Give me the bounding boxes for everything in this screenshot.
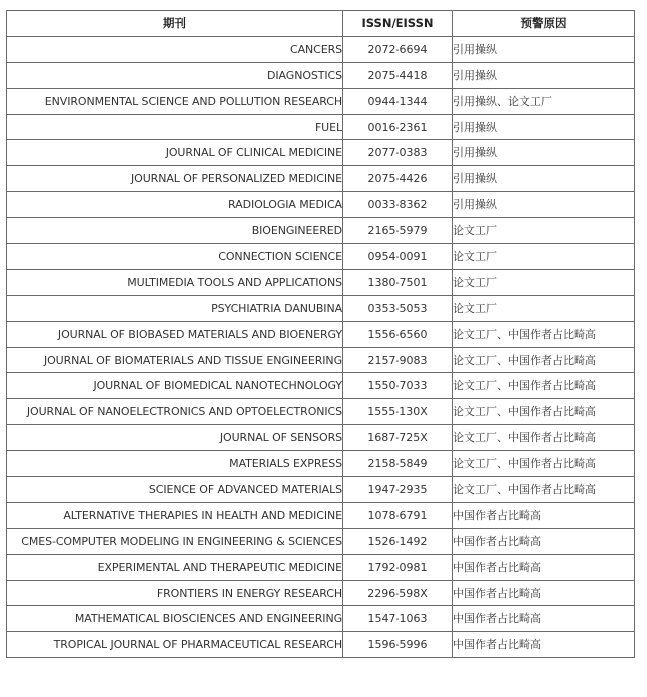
issn-cell: 2157-9083 <box>343 347 453 373</box>
warning-reason-cell: 引用操纵 <box>453 62 635 88</box>
journal-name-cell: EXPERIMENTAL AND THERAPEUTIC MEDICINE <box>7 554 343 580</box>
table-row <box>7 140 635 166</box>
issn-cell: 2165-5979 <box>343 218 453 244</box>
warning-reason-cell: 引用操纵 <box>453 140 635 166</box>
table-row <box>7 528 635 554</box>
journal-name-cell: BIOENGINEERED <box>7 218 343 244</box>
warning-reason-cell: 中国作者占比畸高 <box>453 502 635 528</box>
issn-cell: 2075-4418 <box>343 62 453 88</box>
warning-reason-cell: 论文工厂 <box>453 295 635 321</box>
table-row <box>7 192 635 218</box>
journal-name-cell: PSYCHIATRIA DANUBINA <box>7 295 343 321</box>
table-row <box>7 321 635 347</box>
warning-reason-cell: 引用操纵、论文工厂 <box>453 88 635 114</box>
journal-name-cell: JOURNAL OF BIOMEDICAL NANOTECHNOLOGY <box>7 373 343 399</box>
journal-name-cell: TROPICAL JOURNAL OF PHARMACEUTICAL RESEARCH <box>7 632 343 658</box>
table-header <box>7 11 635 37</box>
table-row <box>7 425 635 451</box>
journal-warning-table <box>6 10 635 658</box>
journal-name-cell: CMES-COMPUTER MODELING IN ENGINEERING & SCIENCES <box>7 528 343 554</box>
journal-name-cell: JOURNAL OF BIOBASED MATERIALS AND BIOENERGY <box>7 321 343 347</box>
table-row <box>7 399 635 425</box>
issn-cell: 1078-6791 <box>343 502 453 528</box>
warning-reason-cell: 引用操纵 <box>453 166 635 192</box>
journal-name-cell: ALTERNATIVE THERAPIES IN HEALTH AND MEDICINE <box>7 502 343 528</box>
issn-cell: 1526-1492 <box>343 528 453 554</box>
warning-reason-cell: 论文工厂、中国作者占比畸高 <box>453 373 635 399</box>
warning-reason-cell: 论文工厂、中国作者占比畸高 <box>453 347 635 373</box>
warning-reason-cell: 中国作者占比畸高 <box>453 632 635 658</box>
warning-reason-cell: 论文工厂、中国作者占比畸高 <box>453 425 635 451</box>
issn-cell: 0353-5053 <box>343 295 453 321</box>
journal-name-cell: SCIENCE OF ADVANCED MATERIALS <box>7 477 343 503</box>
table-row <box>7 269 635 295</box>
table-row <box>7 114 635 140</box>
journal-name-cell: JOURNAL OF CLINICAL MEDICINE <box>7 140 343 166</box>
issn-cell: 2158-5849 <box>343 451 453 477</box>
issn-cell: 1547-1063 <box>343 606 453 632</box>
warning-reason-cell: 论文工厂、中国作者占比畸高 <box>453 321 635 347</box>
warning-reason-cell: 论文工厂、中国作者占比畸高 <box>453 451 635 477</box>
warning-reason-cell: 引用操纵 <box>453 36 635 62</box>
table-row <box>7 244 635 270</box>
table-row <box>7 606 635 632</box>
table-row <box>7 88 635 114</box>
issn-cell: 2296-598X <box>343 580 453 606</box>
table-row <box>7 554 635 580</box>
issn-cell: 1687-725X <box>343 425 453 451</box>
header-issn: ISSN/EISSN <box>343 11 453 37</box>
journal-name-cell: DIAGNOSTICS <box>7 62 343 88</box>
table-row <box>7 477 635 503</box>
journal-name-cell: RADIOLOGIA MEDICA <box>7 192 343 218</box>
issn-cell: 1380-7501 <box>343 269 453 295</box>
table-row <box>7 62 635 88</box>
issn-cell: 2077-0383 <box>343 140 453 166</box>
table-row <box>7 632 635 658</box>
table-row <box>7 580 635 606</box>
table-row <box>7 347 635 373</box>
journal-name-cell: JOURNAL OF NANOELECTRONICS AND OPTOELECTRONICS <box>7 399 343 425</box>
table-row <box>7 295 635 321</box>
header-row <box>7 11 635 37</box>
journal-name-cell: CONNECTION SCIENCE <box>7 244 343 270</box>
journal-name-cell: JOURNAL OF BIOMATERIALS AND TISSUE ENGINEERING <box>7 347 343 373</box>
warning-reason-cell: 论文工厂、中国作者占比畸高 <box>453 477 635 503</box>
journal-warning-table-container <box>6 10 634 658</box>
table-row <box>7 451 635 477</box>
warning-reason-cell: 中国作者占比畸高 <box>453 554 635 580</box>
issn-cell: 1947-2935 <box>343 477 453 503</box>
table-row <box>7 502 635 528</box>
issn-cell: 1792-0981 <box>343 554 453 580</box>
table-row <box>7 36 635 62</box>
warning-reason-cell: 论文工厂、中国作者占比畸高 <box>453 399 635 425</box>
journal-name-cell: MATERIALS EXPRESS <box>7 451 343 477</box>
issn-cell: 1596-5996 <box>343 632 453 658</box>
issn-cell: 0944-1344 <box>343 88 453 114</box>
journal-name-cell: ENVIRONMENTAL SCIENCE AND POLLUTION RESEARCH <box>7 88 343 114</box>
issn-cell: 2075-4426 <box>343 166 453 192</box>
warning-reason-cell: 中国作者占比畸高 <box>453 528 635 554</box>
journal-name-cell: MULTIMEDIA TOOLS AND APPLICATIONS <box>7 269 343 295</box>
journal-name-cell: FUEL <box>7 114 343 140</box>
issn-cell: 1556-6560 <box>343 321 453 347</box>
warning-reason-cell: 论文工厂 <box>453 218 635 244</box>
warning-reason-cell: 引用操纵 <box>453 192 635 218</box>
table-row <box>7 373 635 399</box>
journal-name-cell: MATHEMATICAL BIOSCIENCES AND ENGINEERING <box>7 606 343 632</box>
journal-name-cell: JOURNAL OF SENSORS <box>7 425 343 451</box>
issn-cell: 1555-130X <box>343 399 453 425</box>
journal-name-cell: CANCERS <box>7 36 343 62</box>
issn-cell: 1550-7033 <box>343 373 453 399</box>
journal-name-cell: FRONTIERS IN ENERGY RESEARCH <box>7 580 343 606</box>
warning-reason-cell: 论文工厂 <box>453 269 635 295</box>
issn-cell: 0033-8362 <box>343 192 453 218</box>
issn-cell: 0016-2361 <box>343 114 453 140</box>
warning-reason-cell: 中国作者占比畸高 <box>453 606 635 632</box>
header-journal: 期刊 <box>7 11 343 37</box>
header-reason: 预警原因 <box>453 11 635 37</box>
journal-name-cell: JOURNAL OF PERSONALIZED MEDICINE <box>7 166 343 192</box>
issn-cell: 0954-0091 <box>343 244 453 270</box>
issn-cell: 2072-6694 <box>343 36 453 62</box>
warning-reason-cell: 引用操纵 <box>453 114 635 140</box>
warning-reason-cell: 中国作者占比畸高 <box>453 580 635 606</box>
table-row <box>7 166 635 192</box>
warning-reason-cell: 论文工厂 <box>453 244 635 270</box>
table-body <box>7 36 635 657</box>
table-row <box>7 218 635 244</box>
